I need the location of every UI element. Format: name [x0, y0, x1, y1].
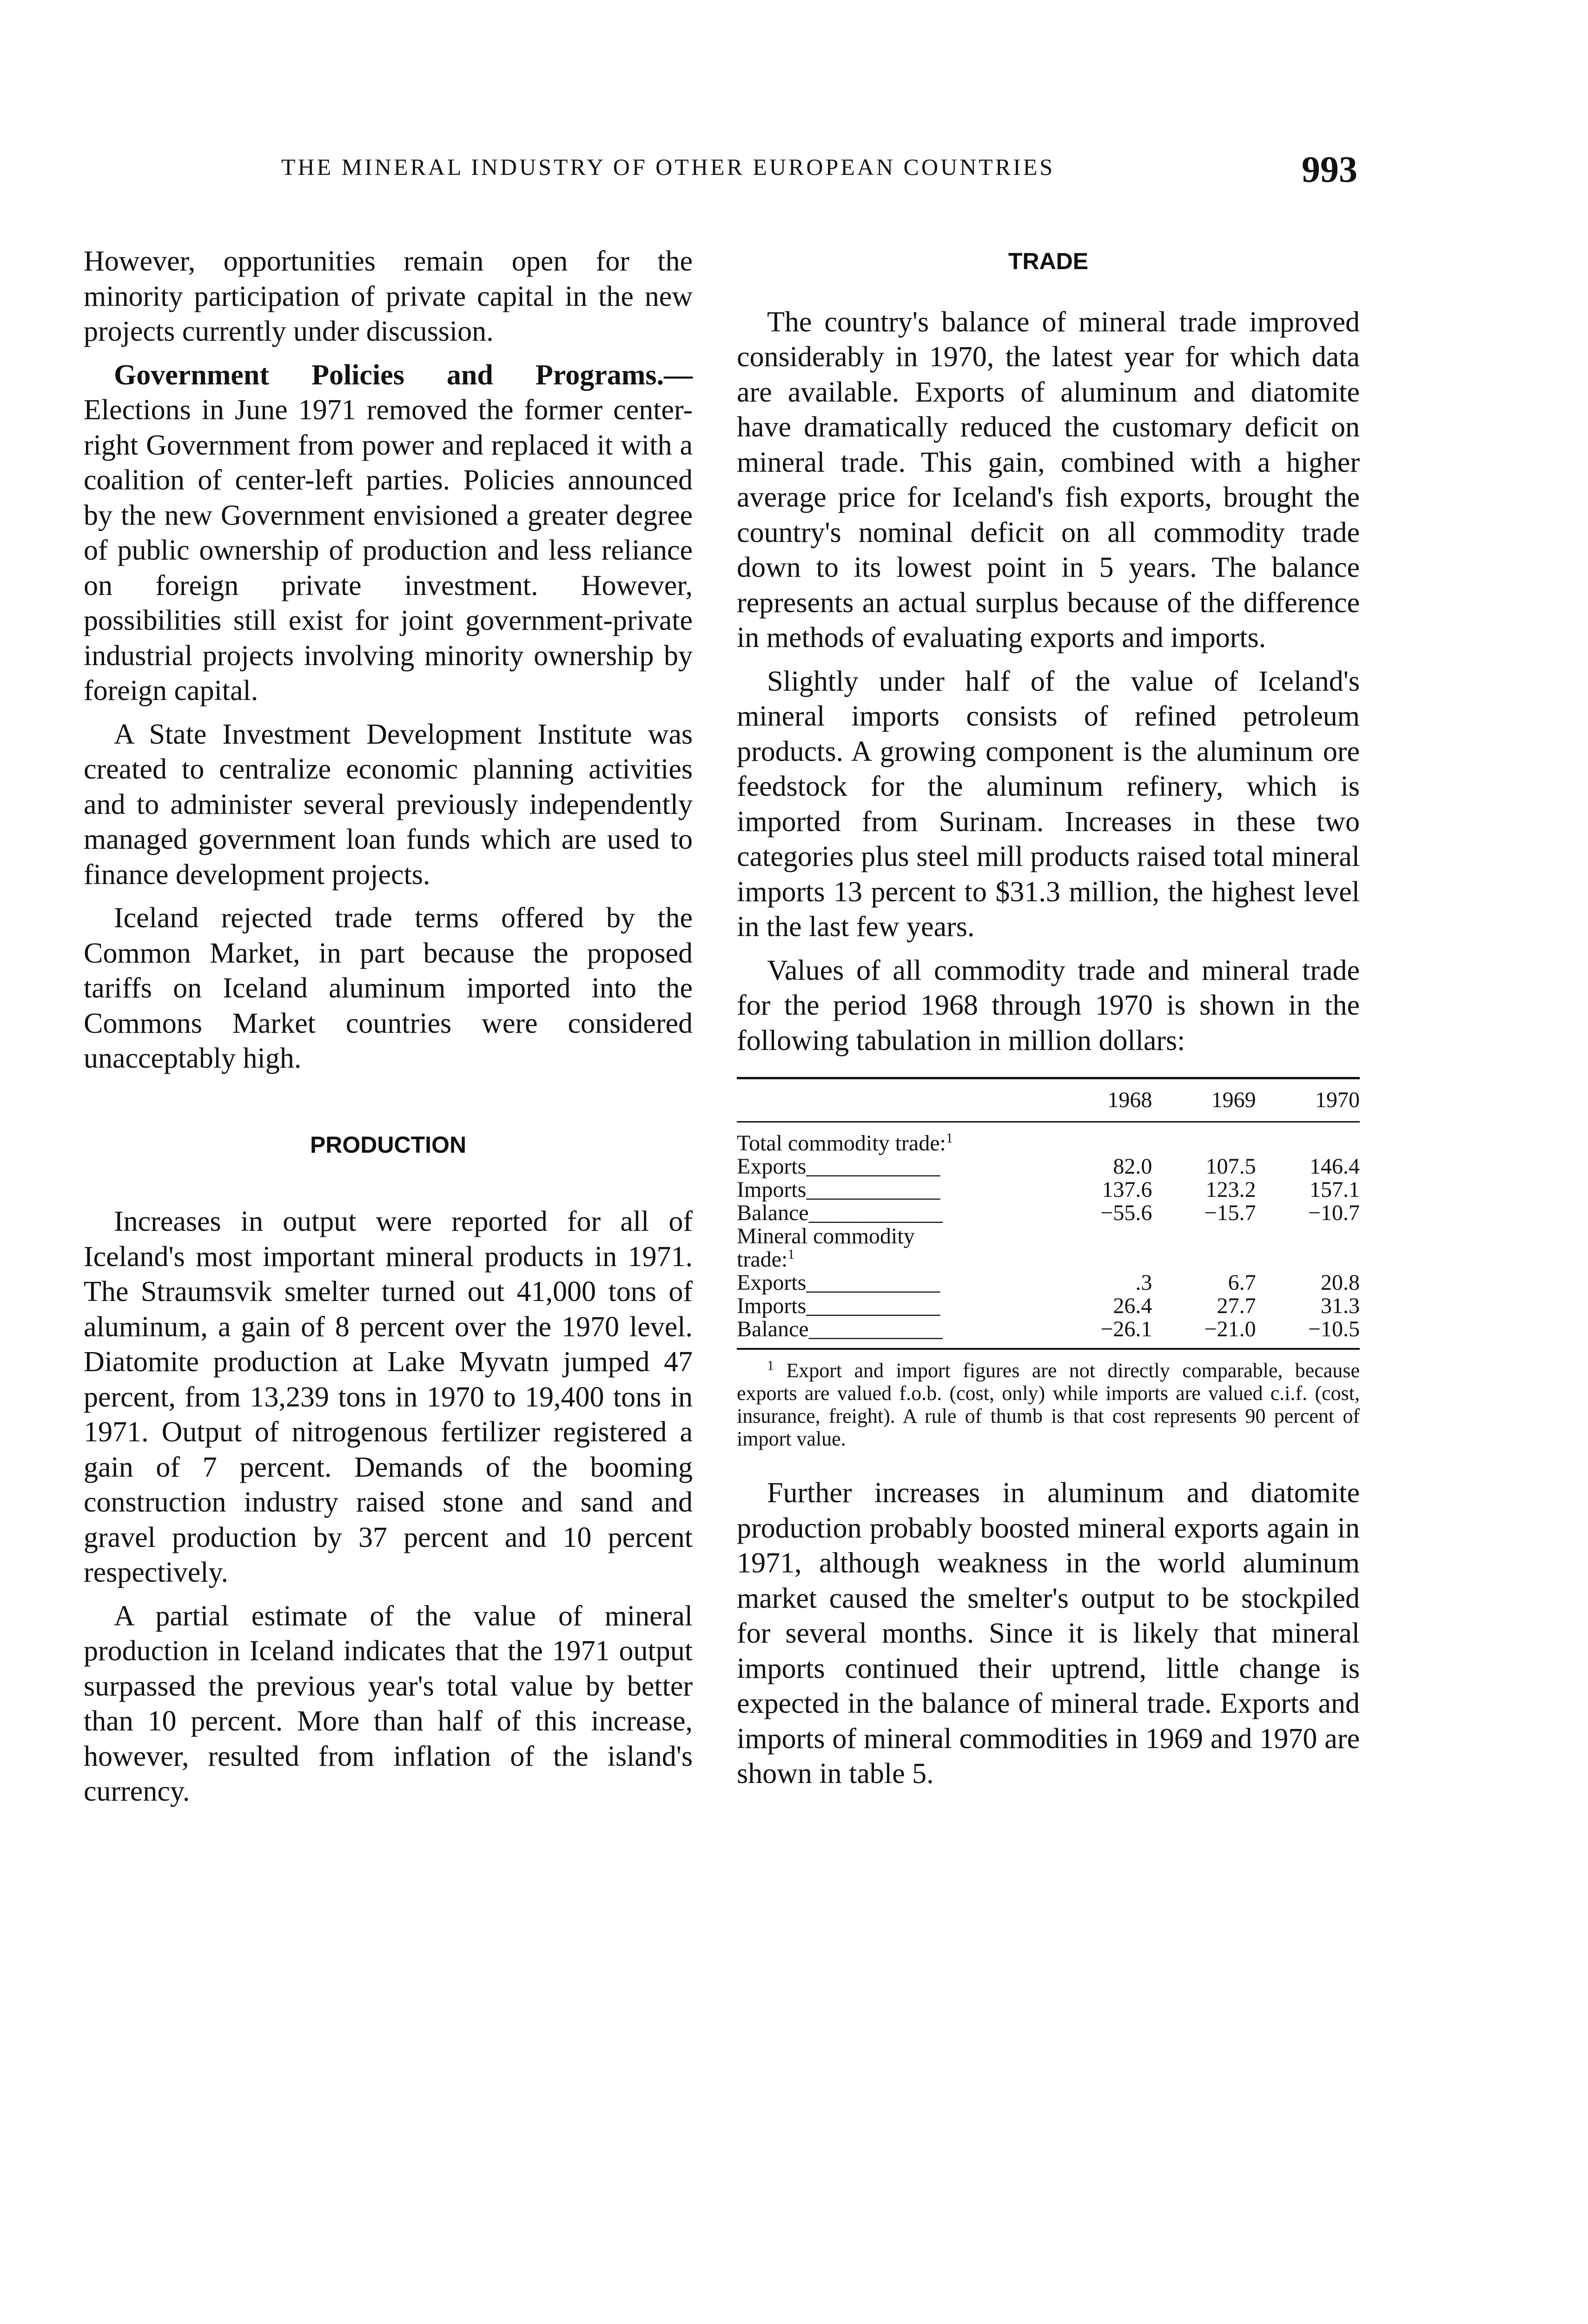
left-column: [84, 244, 693, 1818]
table-cell: 157.1: [1310, 1177, 1360, 1202]
table-cell: −55.6: [1100, 1201, 1152, 1225]
table-cell: 137.6: [1102, 1177, 1152, 1202]
footnote-ref: 1: [946, 1130, 953, 1146]
table-cell: 20.8: [1321, 1270, 1360, 1295]
paragraph-production-value: A partial estimate of the value of mineral production in Iceland indicates that the 1971 output surpassed the previous year's total value by better than 10 percent. More than half of this increase, however, resulted from inflation of the island's currency.: [84, 1600, 693, 1807]
table-group-row: [737, 1225, 1360, 1248]
table-row: [737, 1202, 1360, 1225]
table-cell: −15.7: [1204, 1201, 1256, 1225]
table-group-label: Total commodity trade:$^1$: [737, 1130, 953, 1155]
table-group-label: trade:$^1$: [737, 1247, 795, 1272]
table-row-label: Balance____________: [737, 1201, 943, 1225]
table-header-1968: 1968: [1048, 1078, 1152, 1122]
footnote-marker: 1: [767, 1358, 774, 1373]
table-cell: 146.4: [1310, 1154, 1360, 1179]
paragraph-opportunities: However, opportunities remain open for the minority participation of private capital in the new projects currently under discussion.: [84, 245, 693, 347]
paragraph-further-increases: Further increases in aluminum and diatomite production probably boosted mineral exports again in 1971, although weakness in the world aluminum market caused the smelter's output to be stockpiled for several months. Since it is likely that mineral imports continued their uptrend, little change is expected in the balance of mineral trade. Exports and imports of mineral commodities in 1969 and 1970 are shown in table 5.: [737, 1477, 1360, 1789]
table-cell: −26.1: [1048, 1318, 1152, 1349]
paragraph-government-policies: [84, 358, 693, 709]
table-group-label: Mineral commodity: [737, 1224, 915, 1248]
table-cell: −10.5: [1256, 1318, 1360, 1349]
paragraph-common-market: Iceland rejected trade terms offered by the Common Market, in part because the proposed tariffs on Iceland aluminum imported into the Commons Market countries were considered unacceptably high.: [84, 902, 693, 1074]
paragraph-balance-of-trade: The country's balance of mineral trade improved considerably in 1970, the latest year for which data are available. Exports of aluminum and diatomite have dramatically reduced the customary deficit on mineral trade. This gain, combined with a higher average price for Iceland's fish exports, brought the country's nominal deficit on all commodity trade down to its lowest point in 5 years. The balance represents an actual surplus because of the difference in methods of evaluating exports and imports.: [737, 306, 1360, 654]
table-header-1969: 1969: [1152, 1078, 1256, 1122]
table-row: [737, 1294, 1360, 1318]
paragraph-mineral-imports: Slightly under half of the value of Iceland's mineral imports consists of refined petroleum products. A growing component is the aluminum ore feedstock for the aluminum refinery, which is imported from Surinam. Increases in these two categories plus steel mill products raised total mineral imports 13 percent to $31.3 million, the highest level in the last few years.: [737, 665, 1360, 943]
right-column: [737, 244, 1360, 1800]
paragraph-production-output: Increases in output were reported for all of Iceland's most important mineral products in 1971. The Straumsvik smelter turned out 41,000 tons of aluminum, a gain of 8 percent over the 1970 level. Diatomite production at Lake Myvatn jumped 47 percent, from 13,239 tons in 1970 to 19,400 tons in 1971. Output of nitrogenous fertilizer registered a gain of 7 percent. Demands of the booming construction industry raised stone and sand and gravel production by 37 percent and 10 percent respectively.: [84, 1206, 693, 1588]
section-heading-production: PRODUCTION: [310, 1131, 467, 1158]
table-footnote: $^1$ Export and import figures are not directly comparable, because exports are valued f.o.b. (cost, only) while imports are valued c.i.f. (cost, insurance, freight). A rule of thumb is that cost represents 90 percent of import value.: [737, 1358, 1360, 1450]
table-row-label: Exports____________: [737, 1270, 940, 1295]
running-head: THE MINERAL INDUSTRY OF OTHER EUROPEAN COUNTRIES: [281, 154, 1055, 180]
table-header-row: [737, 1078, 1360, 1122]
table-cell: −21.0: [1152, 1318, 1256, 1349]
table-row-label: Balance____________: [737, 1318, 1048, 1349]
table-cell: 31.3: [1321, 1294, 1360, 1318]
table-group-row: [737, 1122, 1360, 1155]
paragraph-tabulation-intro: Values of all commodity trade and mineral trade for the period 1968 through 1970 is shown in the following tabulation in million dollars:: [737, 954, 1360, 1056]
table-cell: .3: [1135, 1270, 1152, 1295]
table-header-blank: [737, 1078, 1048, 1122]
page-number: 993: [1302, 149, 1357, 190]
table-row: [737, 1155, 1360, 1178]
section-heading-trade: TRADE: [1008, 248, 1089, 274]
table-row: [737, 1178, 1360, 1202]
table-header-1970: 1970: [1256, 1078, 1360, 1122]
trade-table: [737, 1077, 1360, 1350]
run-in-heading-government-policies: Government Policies and Programs.—: [114, 359, 693, 391]
table-row: [737, 1271, 1360, 1294]
table-cell: 27.7: [1217, 1294, 1256, 1318]
table-row: [737, 1318, 1360, 1349]
table-cell: 6.7: [1228, 1270, 1256, 1295]
table-row-label: Imports____________: [737, 1177, 940, 1202]
table-row-label: Exports____________: [737, 1154, 940, 1179]
government-policies-text: Elections in June 1971 removed the former center-right Government from power and replaced it with a coalition of center-left parties. Policies announced by the new Government envisioned a greater degree of public ownership of production and less reliance on foreign private investment. However, possibilities still exist for joint government-private industrial projects involving minority ownership by foreign capital.: [84, 394, 693, 706]
table-cell: 123.2: [1205, 1177, 1256, 1202]
paragraph-investment-institute: A State Investment Development Institute was created to centralize economic planning activities and to administer several previously independently managed government loan funds which are used to finance development projects.: [84, 718, 693, 891]
table-cell: 107.5: [1205, 1154, 1256, 1179]
table-cell: 82.0: [1113, 1154, 1152, 1179]
footnote-ref: 1: [787, 1247, 795, 1262]
table-cell: 26.4: [1113, 1294, 1152, 1318]
table-cell: −10.7: [1308, 1201, 1360, 1225]
table-group-row: [737, 1248, 1360, 1271]
table-row-label: Imports____________: [737, 1294, 940, 1318]
